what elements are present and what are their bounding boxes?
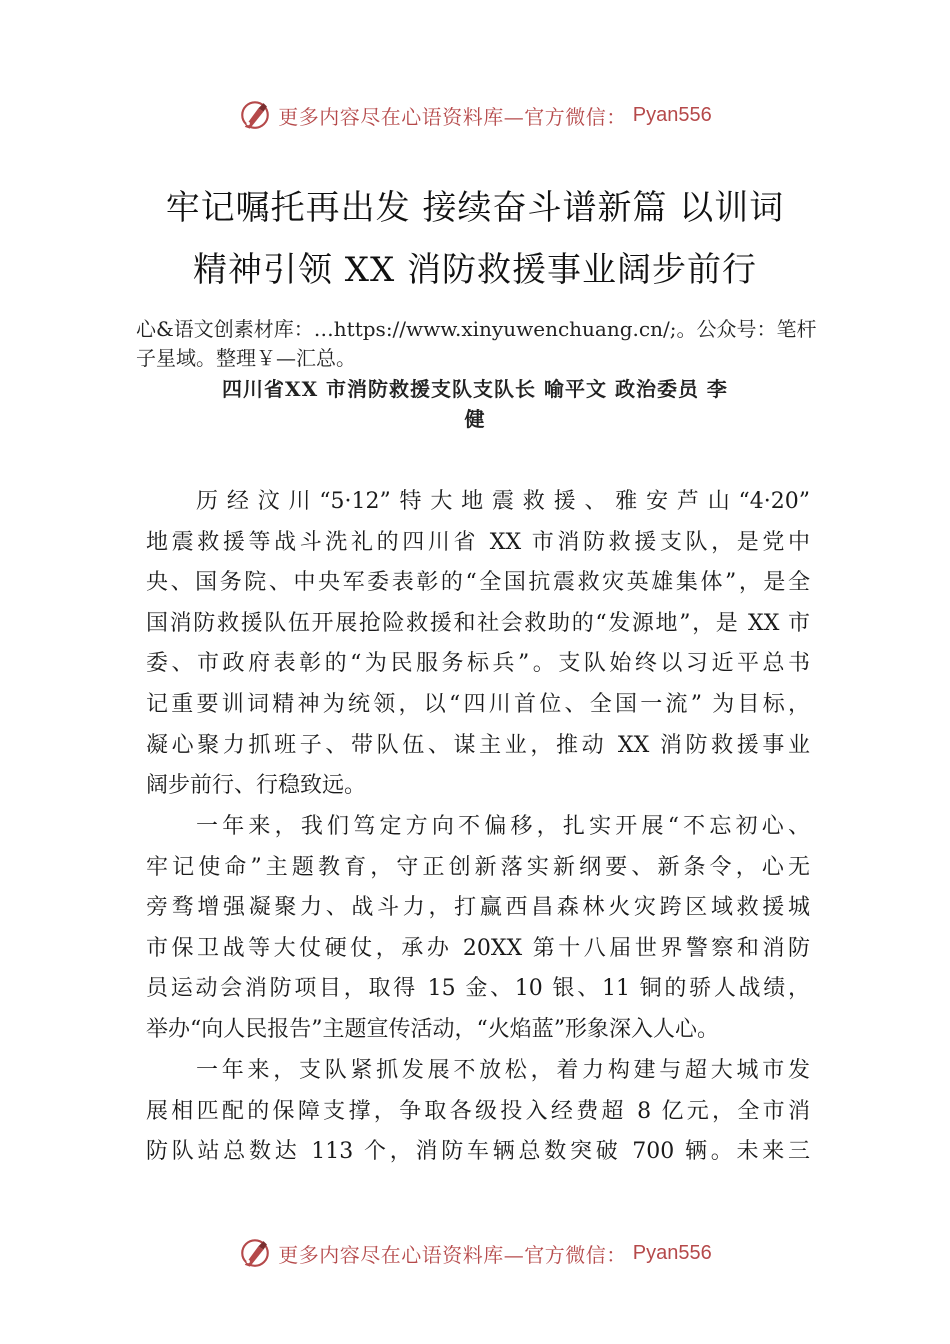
footer-banner bbox=[0, 1233, 950, 1273]
paragraph-line: 牢记使命”主题教育，守正创新落实新纲要、新条令，心无 bbox=[146, 854, 810, 880]
document-title-line-1: 牢记嘱托再出发 接续奋斗谱新篇 以训词 bbox=[165, 188, 785, 228]
paragraph-line: 展相匹配的保障支撑，争取各级投入经费超 8 亿元，全市消 bbox=[146, 1098, 810, 1124]
paragraph-line: 市保卫战等大仗硬仗，承办 20XX 第十八届世界警察和消防 bbox=[146, 935, 810, 961]
body-paragraph-1 bbox=[146, 482, 810, 807]
pen-nib-icon bbox=[238, 98, 272, 132]
header-banner bbox=[0, 95, 950, 135]
pen-nib-icon bbox=[238, 1236, 272, 1270]
paragraph-line: 防队站总数达 113 个，消防车辆总数突破 700 辆。未来三 bbox=[146, 1139, 810, 1165]
paragraph-line: 委、市政府表彰的“为民服务标兵”。支队始终以习近平总书 bbox=[146, 651, 810, 677]
byline-line-1: 四川省XX 市消防救援支队支队长 喻平文 政治委员 李 bbox=[222, 377, 728, 401]
paragraph-line: 一年来，支队紧抓发展不放松，着力构建与超大城市发 bbox=[196, 1058, 810, 1083]
author-byline bbox=[150, 374, 800, 434]
banner-wechat-id: Pyan556 bbox=[632, 103, 712, 126]
paragraph-line: 旁骛增强凝聚力、战斗力，打赢西昌森林火灾跨区域救援城 bbox=[146, 895, 810, 921]
paragraph-line: 国消防救援队伍开展抢险救援和社会救助的“发源地”，是 XX 市 bbox=[146, 610, 810, 636]
body-paragraph-3 bbox=[146, 1051, 810, 1173]
source-note: 心&语文创素材库：…https://www.xinyuwenchuang.cn/;。公众号：笔杆子星域。整理￥—汇总。 bbox=[136, 317, 817, 370]
paragraph-line: 地震救援等战斗洗礼的四川省 XX 市消防救援支队，是党中 bbox=[146, 529, 810, 555]
paragraph-line: 举办“向人民报告”主题宣传活动，“火焰蓝”形象深入人心。 bbox=[146, 1016, 719, 1042]
paragraph-line: 央、国务院、中央军委表彰的“全国抗震救灾英雄集体”，是全 bbox=[146, 570, 810, 596]
paragraph-line: 阔步前行、行稳致远。 bbox=[146, 773, 367, 799]
banner-wechat-id: Pyan556 bbox=[632, 1241, 712, 1264]
paragraph-line: 一年来，我们笃定方向不偏移，扎实开展“不忘初心、 bbox=[196, 814, 810, 839]
paragraph-line: 记重要训词精神为统领，以“四川首位、全国一流” 为目标， bbox=[146, 691, 810, 717]
body-paragraph-2 bbox=[146, 807, 810, 1051]
paragraph-line: 凝心聚力抓班子、带队伍、谋主业，推动 XX 消防救援事业 bbox=[146, 732, 810, 758]
paragraph-line: 历经汶川“5·12”特大地震救援、雅安芦山“4·20” bbox=[196, 489, 810, 514]
document-title-line-2: 精神引领 XX 消防救援事业阔步前行 bbox=[192, 250, 758, 290]
banner-text: 更多内容尽在心语资料库—官方微信： bbox=[278, 1242, 627, 1267]
paragraph-line: 员运动会消防项目，取得 15 金、10 银、11 铜的骄人战绩， bbox=[146, 976, 810, 1002]
byline-line-2: 健 bbox=[464, 407, 486, 431]
banner-text: 更多内容尽在心语资料库—官方微信： bbox=[278, 104, 627, 129]
